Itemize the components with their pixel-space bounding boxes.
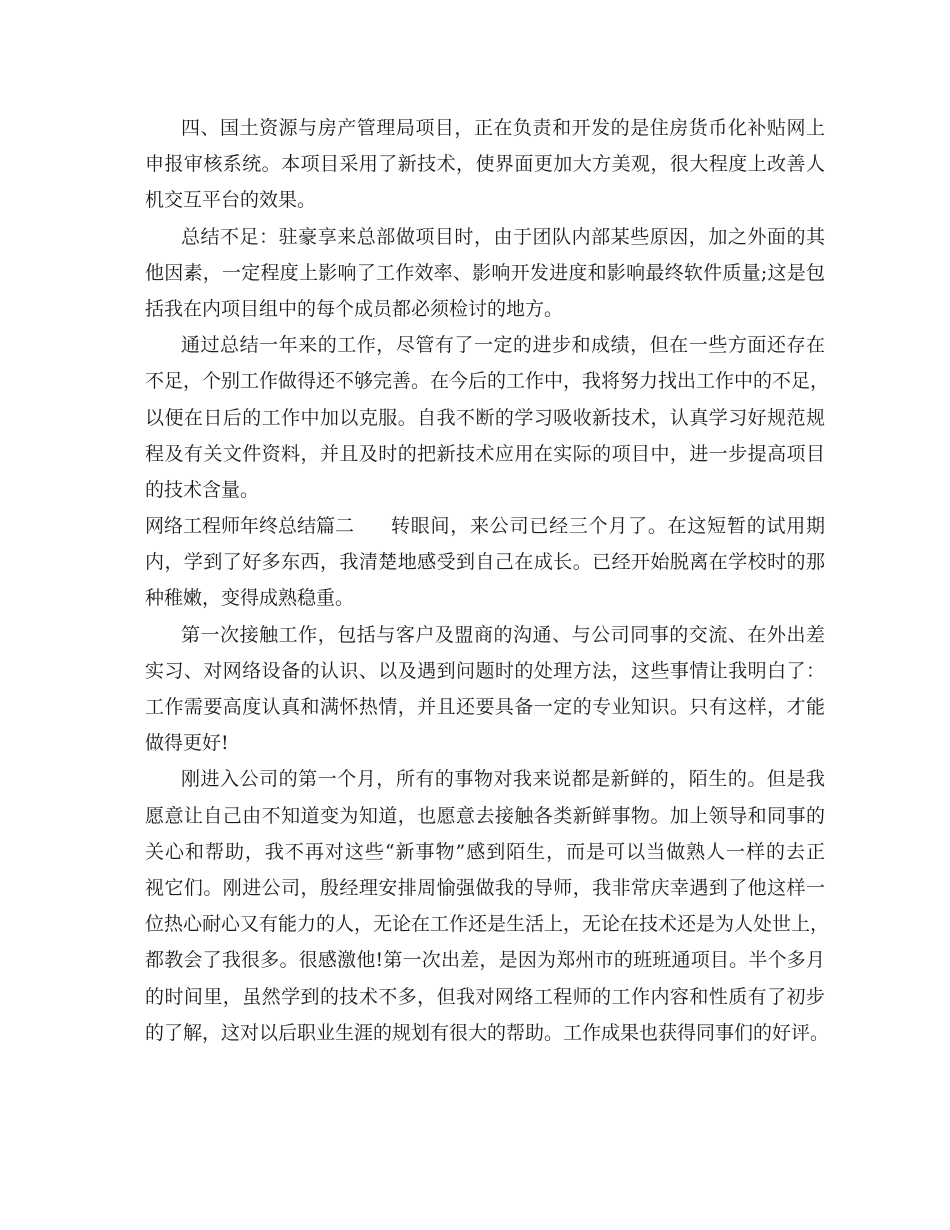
paragraph-6-line-2: 愿意让自己由不知道变为知道，也愿意去接触各类新鲜事物。加上领导和同事的	[145, 804, 825, 827]
paragraph-4-line-3: 种稚嫩，变得成熟稳重。	[145, 587, 355, 610]
paragraph-5-line-3: 工作需要高度认真和满怀热情，并且还要具备一定的专业知识。只有这样，才能	[145, 696, 825, 718]
document-body	[145, 110, 830, 1051]
paragraph-6-line-6: 都教会了我很多。很感激他!第一次出差，是因为郑州市的班班通项目。半个多月	[145, 949, 825, 972]
paragraph-1-line-3: 机交互平台的效果。	[145, 189, 317, 212]
paragraph-6-line-7: 的时间里，虽然学到的技术不多，但我对网络工程师的工作内容和性质有了初步	[145, 985, 825, 1008]
paragraph-2-line-3: 括我在内项目组中的每个成员都必须检讨的地方。	[145, 297, 564, 320]
paragraph-4-line-2: 内，学到了好多东西，我清楚地感受到自己在成长。已经开始脱离在学校时的那	[145, 551, 825, 574]
paragraph-2-line-1: 总结不足：驻豪享来总部做项目时，由于团队内部某些原因，加之外面的其	[181, 225, 825, 248]
paragraph-3-line-5: 的技术含量。	[145, 478, 260, 501]
paragraph-1-line-2: 申报审核系统。本项目采用了新技术，使界面更加大方美观，很大程度上改善人	[145, 153, 825, 176]
paragraph-3-line-2: 不足，个别工作做得还不够完善。在今后的工作中，我将努力找出工作中的不足，	[145, 370, 830, 393]
paragraph-3-line-4: 程及有关文件资料，并且及时的把新技术应用在实际的项目中，进一步提高项目	[145, 442, 825, 465]
paragraph-6-line-4: 视它们。刚进公司，殷经理安排周愉强做我的导师，我非常庆幸遇到了他这样一	[145, 876, 825, 899]
paragraph-6-line-8: 的了解，这对以后职业生涯的规划有很大的帮助。工作成果也获得同事们的好评。	[145, 1021, 830, 1044]
paragraph-5-line-1: 第一次接触工作，包括与客户及盟商的沟通、与公司同事的交流、在外出差	[181, 623, 825, 646]
paragraph-1-line-1: 四、国土资源与房产管理局项目，正在负责和开发的是住房货币化补贴网上	[181, 117, 825, 139]
section-heading-line	[145, 508, 825, 544]
paragraph-5-line-2: 实习、对网络设备的认识、以及遇到问题时的处理方法，这些事情让我明白了：	[145, 659, 825, 682]
paragraph-6-line-5: 位热心耐心又有能力的人，无论在工作还是生活上，无论在技术还是为人处世上，	[145, 913, 830, 936]
paragraph-6-line-1: 刚进入公司的第一个月，所有的事物对我来说都是新鲜的，陌生的。但是我	[181, 768, 825, 791]
paragraph-3-line-1: 通过总结一年来的工作，尽管有了一定的进步和成绩，但在一些方面还存在	[181, 334, 825, 357]
paragraph-2-line-2: 他因素，一定程度上影响了工作效率、影响开发进度和影响最终软件质量;这是包	[145, 261, 825, 284]
paragraph-4-line-1: 转眼间，来公司已经三个月了。在这短暂的试用期	[391, 515, 825, 538]
section-title: 网络工程师年终总结篇二	[145, 515, 355, 538]
paragraph-3-line-3: 以便在日后的工作中加以克服。自我不断的学习吸收新技术，认真学习好规范规	[145, 406, 825, 429]
paragraph-6-line-3: 关心和帮助，我不再对这些“新事物”感到陌生，而是可以当做熟人一样的去正	[145, 840, 825, 863]
paragraph-5-line-4: 做得更好!	[145, 732, 229, 755]
